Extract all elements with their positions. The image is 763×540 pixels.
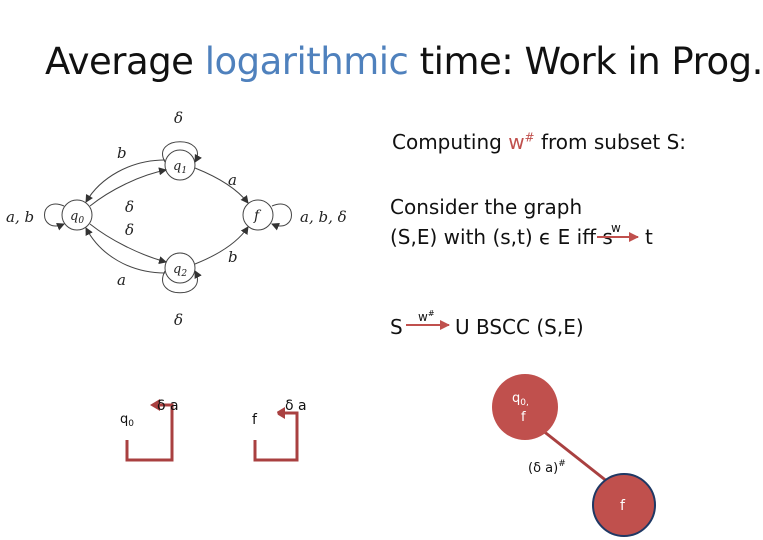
- result-node-f-line: f: [521, 410, 526, 425]
- edge-label-b-bottom: b: [228, 248, 238, 266]
- whash-arrow-label: w#: [418, 309, 435, 324]
- edge-q2-f: [195, 227, 248, 264]
- computing-suffix: from subset S:: [534, 130, 687, 154]
- result-node-f-label: f: [620, 498, 625, 514]
- q1-loop-label: δ: [174, 109, 184, 127]
- bscc-label: U BSCC (S,E): [455, 315, 584, 339]
- loop2-label: δ a: [285, 398, 307, 414]
- w-arrow-label: w: [611, 221, 621, 235]
- result-edge-label: (δ a)#: [528, 459, 566, 476]
- edge-label-b-top: b: [117, 144, 127, 162]
- loop1-label: δ a: [157, 398, 179, 414]
- loop-q0: [45, 204, 65, 226]
- edge-q1-q0: [86, 160, 165, 202]
- result-node-q0-f-label: $q_{0,}$: [512, 391, 529, 408]
- result-graph: [492, 374, 655, 536]
- computing-sup: #: [524, 130, 535, 145]
- loop-f: [272, 204, 292, 226]
- edge-label-delta-upper: δ: [125, 198, 135, 216]
- computing-prefix: Computing: [392, 130, 509, 154]
- node-f-small-label: f: [252, 412, 257, 428]
- q2-loop-label: δ: [174, 311, 184, 329]
- edge-label-a-top: a: [228, 171, 237, 189]
- title-prefix: Average: [45, 40, 205, 83]
- title-suffix: time: Work in Prog.: [408, 40, 763, 83]
- f-name: f: [254, 208, 260, 224]
- edge-label-a-bottom: a: [117, 271, 126, 289]
- edge-q1-f: [195, 168, 248, 203]
- small-graph-q0: [106, 396, 179, 460]
- q1-name: $q_1$: [173, 159, 188, 176]
- f-loop-label: a, b, δ: [300, 208, 347, 226]
- small-graph-f: [234, 396, 307, 460]
- computing-w: w: [508, 130, 525, 154]
- q0-name: $q_0$: [70, 209, 85, 226]
- title-highlight: logarithmic: [204, 40, 409, 83]
- consider-line-2: (S,E) with (s,t) ϵ E iff s: [390, 225, 613, 249]
- q0-loop-label: a, b: [6, 208, 35, 226]
- q2-name: $q_2$: [173, 262, 188, 279]
- consider-line-1: Consider the graph: [390, 195, 583, 219]
- node-q0-small-label: $q_0$: [120, 412, 134, 429]
- consider-t: t: [645, 225, 653, 249]
- result-edge: [542, 430, 613, 486]
- edge-label-delta-lower: δ: [125, 221, 135, 239]
- s-label: S: [390, 315, 403, 339]
